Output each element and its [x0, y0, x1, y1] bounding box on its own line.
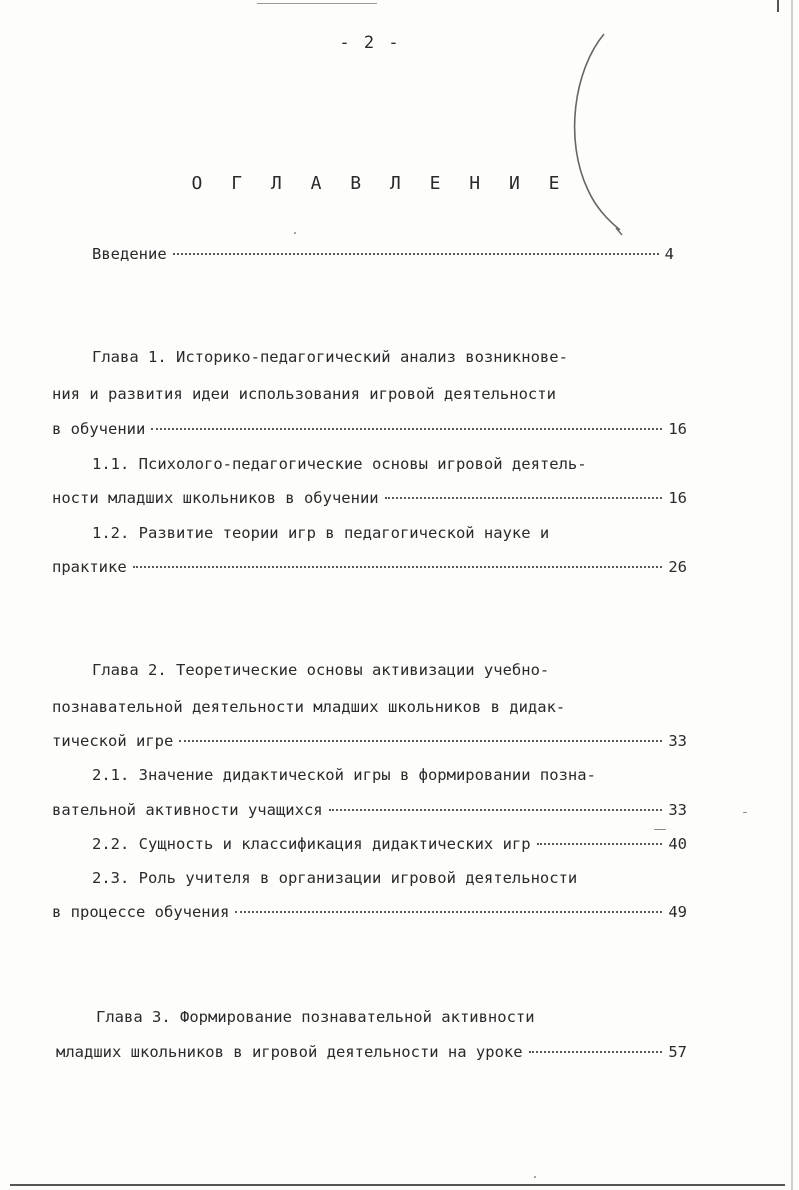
section-1-1-line1: 1.1. Психолого-педагогические основы игровой деятель- [92, 455, 587, 473]
toc-title: О Г Л А В Л Е Н И Е [191, 173, 569, 194]
dot-leader [133, 566, 663, 568]
chapter2-heading-line1: Глава 2. Теоретические основы активизации учебно- [92, 661, 550, 679]
scan-speck [294, 232, 296, 234]
scan-corner-mark [777, 0, 789, 12]
toc-entry-label: тической игре [52, 732, 174, 750]
dot-leader [179, 740, 662, 742]
toc-entry-label: ности младших школьников в обучении [52, 489, 379, 507]
scan-speck [743, 812, 747, 813]
toc-entry-page: 4 [664, 245, 674, 263]
chapter1-heading-line1: Глава 1. Историко-педагогический анализ возникнове- [92, 348, 568, 366]
scan-top-rule [257, 3, 377, 4]
dot-leader [529, 1051, 663, 1053]
toc-entry-label: практике [52, 558, 127, 576]
toc-entry-page: 16 [668, 420, 687, 438]
toc-entry-page: 26 [668, 558, 687, 576]
toc-entry-section-1-1 [52, 488, 687, 508]
toc-entry-label: Введение [92, 245, 167, 263]
dot-leader [329, 809, 663, 811]
toc-entry-chapter3 [56, 1042, 687, 1062]
scan-speck [534, 1176, 536, 1178]
toc-entry-chapter1 [52, 419, 687, 439]
dot-leader [235, 911, 662, 913]
scan-right-edge [791, 0, 793, 1190]
toc-entry-page: 33 [668, 732, 687, 750]
toc-entry-chapter2 [52, 731, 687, 751]
toc-entry-page: 57 [668, 1043, 687, 1061]
toc-entry-page: 16 [668, 489, 687, 507]
dot-leader [385, 497, 663, 499]
page-number: - 2 - [339, 33, 401, 53]
section-2-1-line1: 2.1. Значение дидактической игры в формировании позна- [92, 766, 596, 784]
toc-entry-page: 33 [668, 801, 687, 819]
toc-entry-section-2-3 [52, 902, 687, 922]
chapter2-heading-line2: познавательной деятельности младших школьников в дидак- [52, 698, 566, 716]
toc-entry-label: 2.2. Сущность и классификация дидактических игр [92, 835, 531, 853]
scan-bottom-rule [10, 1184, 785, 1186]
scan-speck [654, 829, 666, 830]
toc-entry-label: вательной активности учащихся [52, 801, 323, 819]
toc-entry-intro [92, 244, 674, 264]
toc-entry-page: 40 [668, 835, 687, 853]
toc-entry-page: 49 [668, 903, 687, 921]
toc-entry-section-2-2 [92, 834, 687, 854]
toc-entry-section-2-1 [52, 800, 687, 820]
toc-entry-section-1-2 [52, 557, 687, 577]
toc-entry-label: в процессе обучения [52, 903, 230, 921]
chapter3-heading-line1: Глава 3. Формирование познавательной активности [96, 1008, 535, 1026]
toc-entry-label: младших школьников в игровой деятельности на уроке [56, 1043, 523, 1061]
section-1-2-line1: 1.2. Развитие теории игр в педагогической науке и [92, 524, 550, 542]
toc-entry-label: в обучении [52, 420, 146, 438]
section-2-3-line1: 2.3. Роль учителя в организации игровой деятельности [92, 869, 578, 887]
handwritten-curve-mark [560, 30, 630, 245]
chapter1-heading-line2: ния и развития идеи использования игровой деятельности [52, 385, 556, 403]
dot-leader [173, 253, 659, 255]
dot-leader [151, 428, 662, 430]
dot-leader [537, 843, 663, 845]
